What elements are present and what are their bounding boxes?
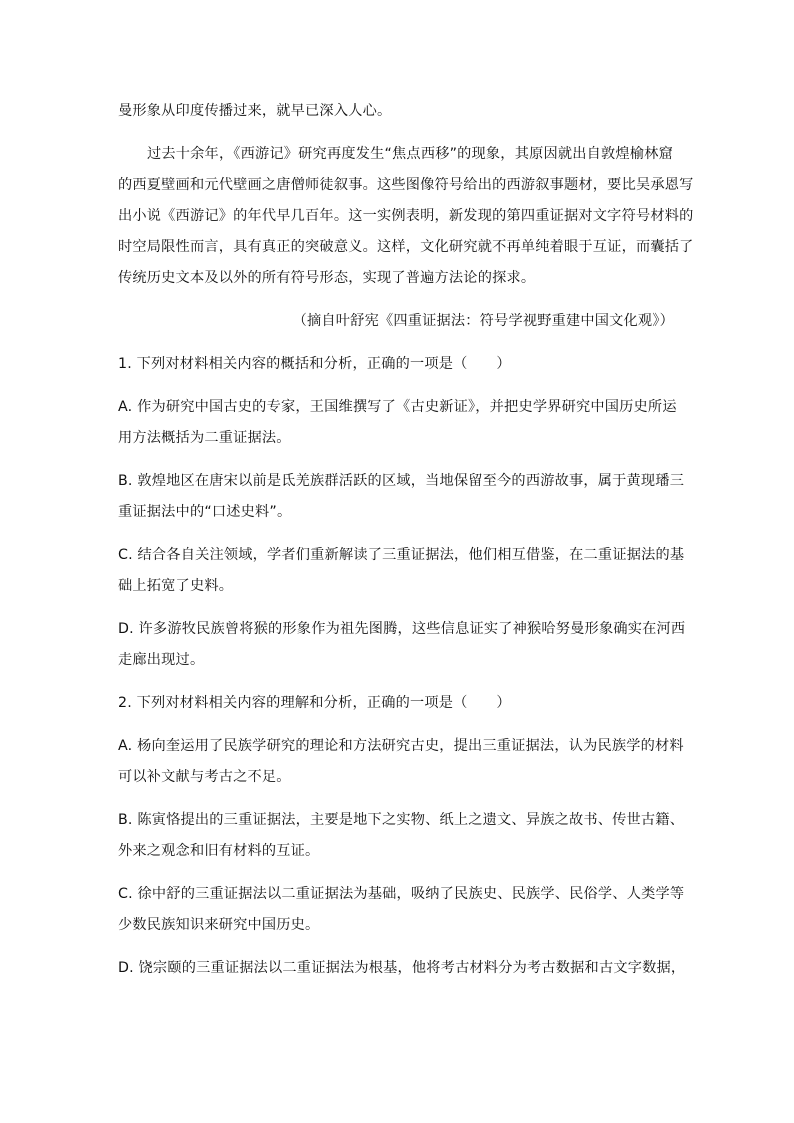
text-line: 传统历史文本及以外的所有符号形态，实现了普遍方法论的探求。 — [118, 270, 536, 286]
question-2-option-c — [118, 879, 685, 941]
option-text: 外来之观念和旧有材料的互证。 — [118, 843, 320, 859]
body-paragraph — [118, 139, 694, 294]
question-text: 2. 下列对材料相关内容的理解和分析，正确的一项是（ ） — [118, 695, 511, 711]
question-2-option-b — [118, 805, 685, 867]
option-text: D. 许多游牧民族曾将猴的形象作为祖先图腾，这些信息证实了神猴哈努曼形象确实在河西 — [118, 621, 686, 637]
source-citation: （摘自叶舒宪《四重证据法：符号学视野重建中国文化观》） — [292, 313, 674, 329]
option-text: B. 陈寅恪提出的三重证据法，主要是地下之实物、纸上之遗文、异族之故书、传世古籍、 — [118, 812, 685, 828]
question-1-stem — [118, 349, 674, 380]
question-1-option-d — [118, 614, 686, 676]
question-text: 1. 下列对材料相关内容的概括和分析，正确的一项是（ ） — [118, 356, 511, 372]
option-text: A. 杨向奎运用了民族学研究的理论和方法研究古史，提出三重证据法，认为民族学的材料 — [118, 738, 684, 754]
text-line: 时空局限性而言，具有真正的突破意义。这样，文化研究就不再单纯着眼于互证，而囊括了 — [118, 239, 694, 255]
text-line: 过去十余年，《西游记》研究再度发生“焦点西移”的现象，其原因就出自敦煌榆林窟 — [147, 146, 673, 162]
text-line: 的西夏壁画和元代壁画之唐僧师徒叙事。这些图像符号给出的西游叙事题材，要比吴承恩写 — [118, 177, 694, 193]
intro-paragraph-tail — [118, 96, 674, 127]
option-text: C. 结合各自关注领域，学者们重新解读了三重证据法，他们相互借鉴，在二重证据法的基 — [118, 547, 685, 563]
question-2-option-d — [118, 953, 686, 984]
question-1-option-b — [118, 466, 685, 528]
option-text: 础上拓宽了史料。 — [118, 578, 234, 594]
text-line: 曼形象从印度传播过来，就早已深入人心。 — [118, 103, 392, 119]
option-text: 走廊出现过。 — [118, 652, 205, 668]
question-2-stem — [118, 688, 674, 719]
document-page — [118, 96, 694, 984]
option-text: 重证据法中的“口述史料”。 — [118, 504, 292, 520]
option-text: C. 徐中舒的三重证据法以二重证据法为基础，吸纳了民族史、民族学、民俗学、人类学等 — [118, 886, 685, 902]
question-2-option-a — [118, 731, 684, 793]
option-text: B. 敦煌地区在唐宋以前是氐羌族群活跃的区域，当地保留至今的西游故事，属于黄现璠三 — [118, 473, 685, 489]
option-text: 用方法概括为二重证据法。 — [118, 430, 291, 446]
question-1-option-a — [118, 392, 677, 454]
text-line: 出小说《西游记》的年代早几百年。这一实例表明，新发现的第四重证据对文字符号材料的 — [118, 208, 694, 224]
option-text: 可以补文献与考古之不足。 — [118, 769, 291, 785]
question-1-option-c — [118, 540, 685, 602]
option-text: 少数民族知识来研究中国历史。 — [118, 917, 320, 933]
option-text: D. 饶宗颐的三重证据法以二重证据法为根基，他将考古材料分为考古数据和古文字数据， — [118, 960, 686, 976]
option-text: A. 作为研究中国古史的专家，王国维撰写了《古史新证》，并把史学界研究中国历史所运 — [118, 399, 677, 415]
